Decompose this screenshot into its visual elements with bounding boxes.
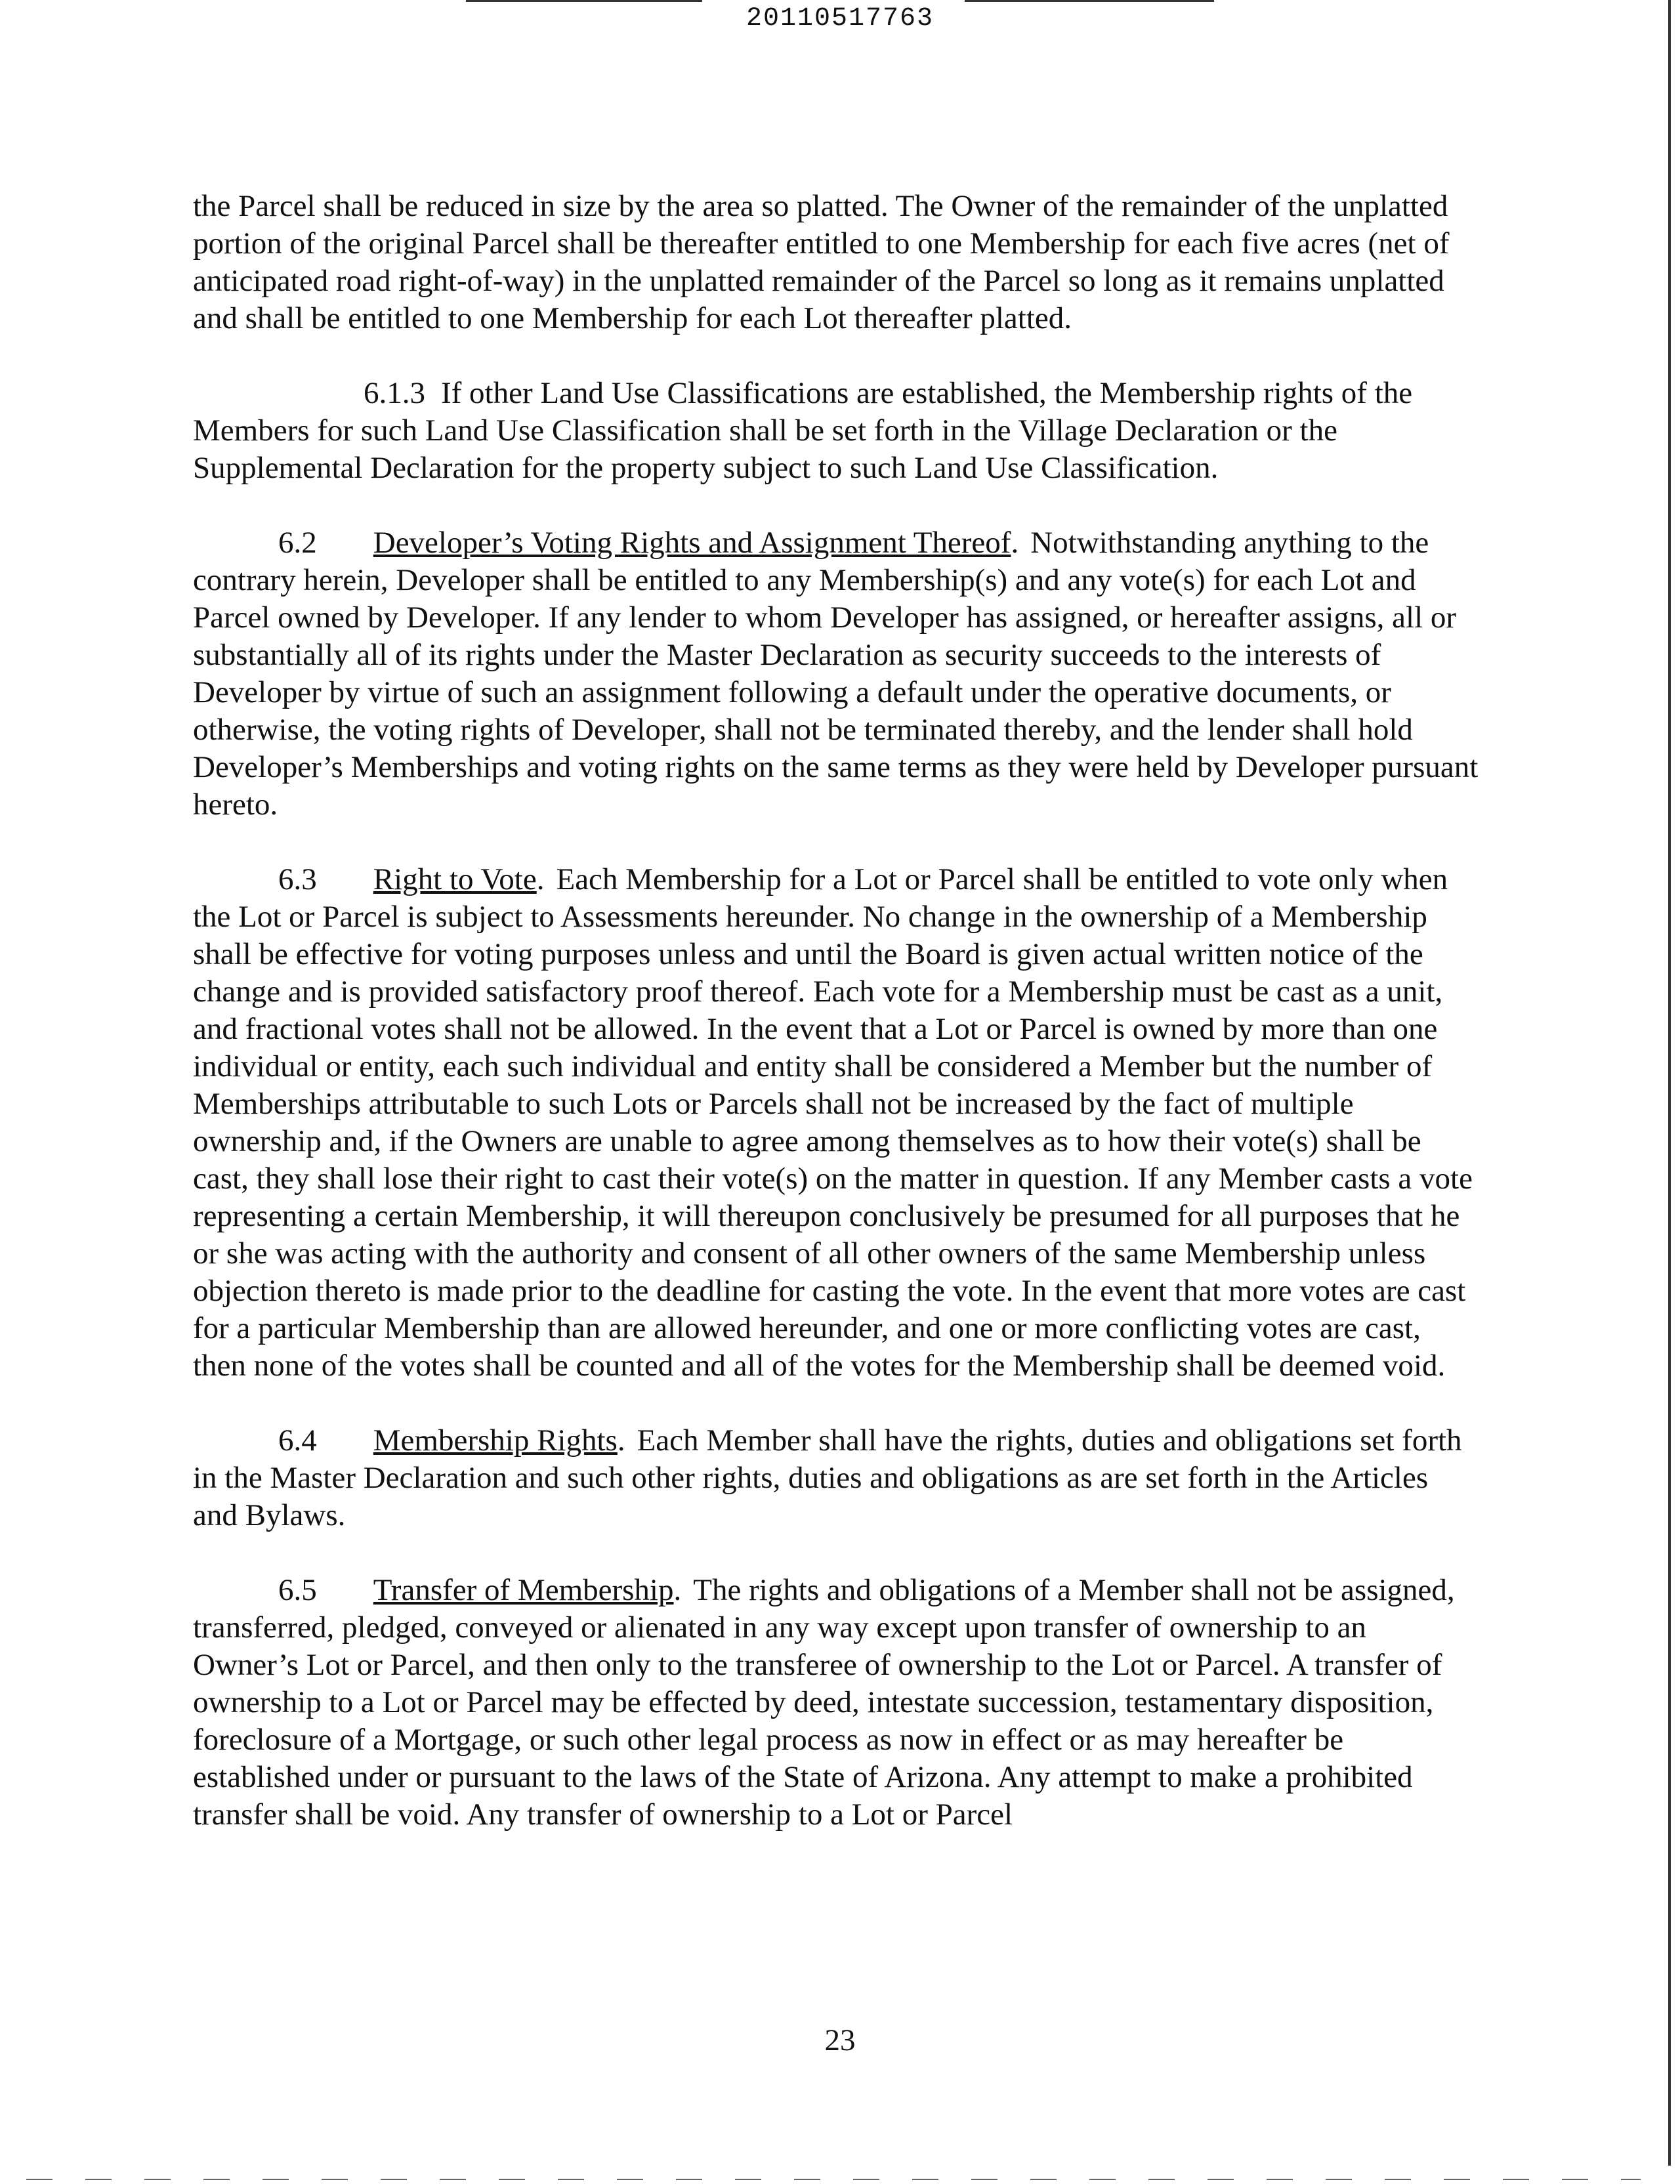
section-6-1-3: [193, 375, 1479, 487]
section-number: 6.3: [278, 862, 317, 896]
section-text: The rights and obligations of a Member shall not be assigned, transferred, pledged, conveyed or alienated in any way except upon transfer of ownership to an Owner’s Lot or Parcel, and then only to the transferee of ownership to the Lot or Parcel. A transfer of ownership to a Lot or Parcel may be effected by deed, intestate succession, testamentary disposition, foreclosure of a Mortgage, or such other legal process as now in effect or as may hereafter be established under or pursuant to the laws of the State of Arizona. Any attempt to make a prohibited transfer shall be void. Any transfer of ownership to a Lot or Parcel: [193, 1573, 1455, 1832]
scan-top-rule-right: [965, 0, 1214, 2]
section-text: Each Member shall have the rights, duties and obligations set forth in the Master Declaration and such other rights, duties and obligations as are set forth in the Articles and Bylaws.: [193, 1423, 1462, 1532]
page-number: 23: [824, 2023, 856, 2057]
section-number: 6.2: [278, 526, 317, 560]
section-heading: Developer’s Voting Rights and Assignment Thereof: [373, 526, 1011, 560]
section-heading: Right to Vote: [373, 862, 537, 896]
section-number: 6.5: [278, 1573, 317, 1607]
scan-page-edge: [1668, 0, 1671, 2166]
section-heading: Membership Rights: [373, 1423, 618, 1458]
section-text: Each Membership for a Lot or Parcel shall be entitled to vote only when the Lot or Parcel is subject to Assessments hereunder. No change in the ownership of a Membership shall be effective for voting purposes unless and until the Board is given actual written notice of the change and is provided satisfactory proof thereof. Each vote for a Membership must be cast as a unit, and fractional votes shall not be allowed. In the event that a Lot or Parcel is owned by more than one individual or entity, each such individual and entity shall be considered a Member but the number of Memberships attributable to such Lots or Parcels shall not be increased by the fact of multiple ownership and, if the Owners are unable to agree among themselves as to how their vote(s) shall be cast, they shall lose their right to cast their vote(s) on the matter in question. If any Member casts a vote representing a certain Membership, it will thereupon conclusively be presumed for all purposes that he or she was acting with the authority and consent of all other owners of the same Membership unless objection thereto is made prior to the deadline for casting the vote. In the event that more votes are cast for a particular Membership than are allowed hereunder, and one or more conflicting votes are cast, then none of the votes shall be counted and all of the votes for the Membership shall be deemed void.: [193, 862, 1473, 1383]
section-6-4: [193, 1422, 1479, 1534]
paragraph-continued: [193, 188, 1479, 337]
section-6-3: [193, 861, 1479, 1385]
document-body: [193, 188, 1479, 1871]
section-text: If other Land Use Classifications are established, the Membership rights of the Members for such Land Use Classification shall be set forth in the Village Declaration or the Supplemental Declaration for the property subject to such Land Use Classification.: [193, 376, 1413, 485]
section-heading: Transfer of Membership: [373, 1573, 674, 1607]
section-6-5: [193, 1572, 1479, 1834]
heading-period: .: [536, 862, 545, 896]
section-text: Notwithstanding anything to the contrary herein, Developer shall be entitled to any Membership(s) and any vote(s) for each Lot and Parcel owned by Developer. If any lender to whom Developer has assigned, or hereafter assigns, all or substantially all of its rights under the Master Declaration as security succeeds to the interests of Developer by virtue of such an assignment following a default under the operative documents, or otherwise, the voting rights of Developer, shall not be terminated thereby, and the lender shall hold Developer’s Memberships and voting rights on the same terms as they were held by Developer pursuant hereto.: [193, 526, 1479, 822]
scan-top-rule-left: [466, 0, 702, 2]
heading-period: .: [673, 1573, 682, 1607]
section-number: 6.1.3: [364, 376, 425, 410]
document-number: 20110517763: [746, 4, 934, 33]
paragraph-text: the Parcel shall be reduced in size by the area so platted. The Owner of the remainder of the unplatted portion of the original Parcel shall be thereafter entitled to one Membership for each five acres (net of anticipated road right-of-way) in the unplatted remainder of the Parcel so long as it remains unplatted and shall be entitled to one Membership for each Lot thereafter platted.: [193, 189, 1450, 335]
scan-bottom-rule: [26, 2179, 1641, 2180]
section-6-2: [193, 524, 1479, 824]
section-number: 6.4: [278, 1423, 317, 1458]
heading-period: .: [1011, 526, 1019, 560]
heading-period: .: [617, 1423, 625, 1458]
